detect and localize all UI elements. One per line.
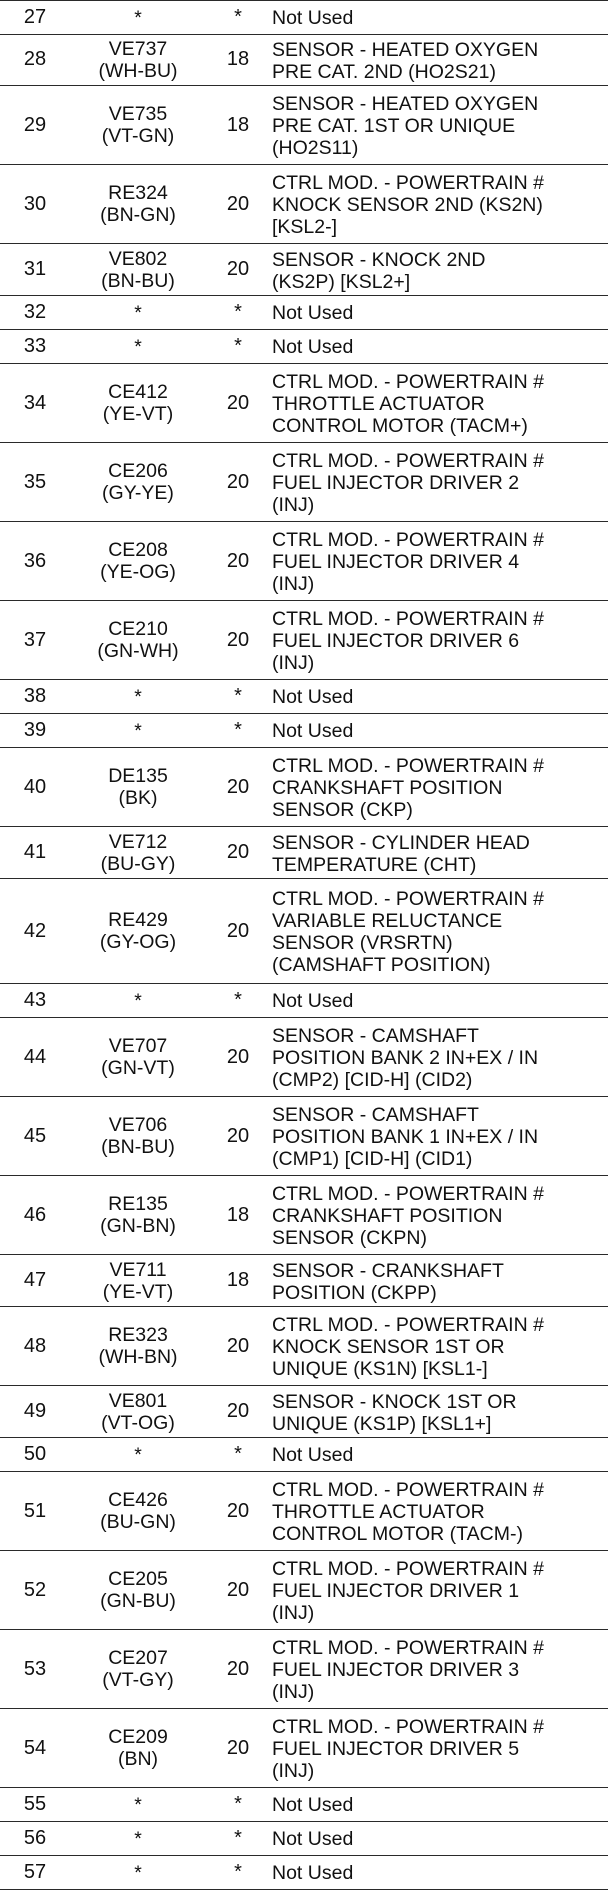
wire-gauge: 20 (226, 919, 250, 942)
pin-number: 53 (23, 1657, 47, 1680)
pin-number: 44 (23, 1045, 47, 1068)
wire-gauge: * (234, 1827, 242, 1849)
circuit-code: VE707 (GN-VT) (101, 1035, 175, 1079)
wire-gauge: 20 (226, 1334, 250, 1357)
table-row (0, 244, 608, 296)
circuit-function: Not Used (272, 1793, 354, 1816)
table-row (0, 1255, 608, 1307)
circuit-code: VE735 (VT-GN) (101, 103, 175, 147)
wire-gauge: * (234, 1443, 242, 1465)
circuit-function: CTRL MOD. - POWERTRAIN # CRANKSHAFT POSITION SENSOR (CKP) (272, 755, 544, 821)
circuit-code: CE209 (BN) (108, 1726, 168, 1770)
circuit-code: * (134, 685, 142, 708)
circuit-code: VE711 (YE-VT) (102, 1258, 174, 1303)
pin-number: 30 (23, 192, 47, 215)
table-row (0, 330, 608, 364)
wire-gauge: 18 (226, 1269, 250, 1291)
circuit-function: Not Used (272, 1861, 354, 1884)
table-row (0, 1018, 608, 1097)
table-row (0, 1822, 608, 1856)
circuit-code: * (134, 6, 142, 29)
table-row (0, 364, 608, 443)
circuit-function: CTRL MOD. - POWERTRAIN # THROTTLE ACTUATOR CONTROL MOTOR (TACM-) (272, 1479, 544, 1545)
pin-number: 49 (23, 1400, 47, 1422)
circuit-function: Not Used (272, 685, 354, 708)
pin-number: 39 (23, 719, 47, 741)
wire-gauge: * (234, 6, 242, 28)
circuit-code: CE207 (VT-GY) (102, 1647, 174, 1691)
circuit-code: CE206 (GY-YE) (102, 460, 174, 504)
circuit-code: * (134, 335, 142, 358)
wire-gauge: 20 (226, 258, 250, 280)
table-row (0, 34, 608, 86)
circuit-code: * (134, 989, 142, 1012)
circuit-code: VE706 (BN-BU) (101, 1114, 175, 1158)
wire-gauge: 20 (226, 1499, 250, 1522)
table-row (0, 1176, 608, 1255)
circuit-code: RE429 (GY-OG) (99, 909, 177, 953)
circuit-function: CTRL MOD. - POWERTRAIN # THROTTLE ACTUATOR CONTROL MOTOR (TACM+) (272, 371, 544, 437)
table-row (0, 1097, 608, 1176)
table-row (0, 984, 608, 1018)
table-row (0, 296, 608, 330)
circuit-function: Not Used (272, 6, 354, 29)
table-row (0, 1856, 608, 1890)
circuit-code: * (134, 301, 142, 324)
pin-number: 35 (23, 470, 47, 493)
pin-number: 27 (23, 6, 47, 28)
pin-number: 43 (23, 989, 47, 1011)
circuit-function: CTRL MOD. - POWERTRAIN # FUEL INJECTOR DRIVER 6 (INJ) (272, 608, 544, 674)
pin-number: 37 (23, 628, 47, 651)
pin-number: 36 (23, 549, 47, 572)
wire-gauge: 20 (226, 192, 250, 215)
pin-number: 51 (23, 1499, 47, 1522)
pin-number: 55 (23, 1793, 47, 1815)
pin-number: 46 (23, 1203, 47, 1226)
table-row (0, 1551, 608, 1630)
pin-number: 38 (23, 685, 47, 707)
circuit-code: VE802 (BN-BU) (101, 247, 175, 292)
circuit-function: SENSOR - CAMSHAFT POSITION BANK 1 IN+EX / IN (CMP1) [CID-H] (CID1) (272, 1104, 539, 1170)
table-row (0, 1709, 608, 1788)
table-row (0, 827, 608, 879)
circuit-function: SENSOR - CYLINDER HEAD TEMPERATURE (CHT) (272, 831, 530, 876)
circuit-function: CTRL MOD. - POWERTRAIN # VARIABLE RELUCTANCE SENSOR (VRSRTN) (CAMSHAFT POSITION) (272, 888, 544, 976)
wire-gauge: 20 (226, 549, 250, 572)
wire-gauge: 20 (226, 775, 250, 798)
pin-number: 28 (23, 48, 47, 70)
circuit-function: Not Used (272, 335, 354, 358)
wire-gauge: 20 (226, 1045, 250, 1068)
circuit-function: Not Used (272, 1827, 354, 1850)
wire-gauge: 18 (226, 1203, 250, 1226)
circuit-function: SENSOR - HEATED OXYGEN PRE CAT. 2ND (HO2S21) (272, 38, 539, 83)
table-row (0, 748, 608, 827)
wire-gauge: 20 (226, 1736, 250, 1759)
wire-gauge: 20 (226, 391, 250, 414)
circuit-code: VE737 (WH-BU) (98, 37, 178, 82)
circuit-code: CE205 (GN-BU) (100, 1568, 176, 1612)
circuit-code: CE412 (YE-VT) (102, 381, 174, 425)
pin-number: 31 (23, 258, 47, 280)
circuit-code: RE324 (BN-GN) (100, 182, 176, 226)
circuit-code: CE208 (YE-OG) (100, 539, 176, 583)
table-row (0, 1788, 608, 1822)
circuit-code: * (134, 719, 142, 742)
table-row (0, 601, 608, 680)
pin-number: 57 (23, 1861, 47, 1883)
circuit-code: * (134, 1443, 142, 1466)
wire-gauge: * (234, 1861, 242, 1883)
circuit-code: CE426 (BU-GN) (100, 1489, 176, 1533)
table-row (0, 1472, 608, 1551)
table-row (0, 443, 608, 522)
pin-number: 33 (23, 335, 47, 357)
pin-number: 34 (23, 391, 47, 414)
pin-number: 50 (23, 1443, 47, 1465)
circuit-function: CTRL MOD. - POWERTRAIN # FUEL INJECTOR DRIVER 3 (INJ) (272, 1637, 544, 1703)
table-row (0, 680, 608, 714)
circuit-function: SENSOR - HEATED OXYGEN PRE CAT. 1ST OR UNIQUE (HO2S11) (272, 93, 539, 159)
pin-number: 29 (23, 113, 47, 136)
wire-gauge: * (234, 335, 242, 357)
pin-number: 52 (23, 1578, 47, 1601)
pin-number: 45 (23, 1124, 47, 1147)
wire-gauge: 18 (226, 113, 250, 136)
table-row (0, 714, 608, 748)
circuit-code: VE712 (BU-GY) (100, 830, 176, 875)
table-row (0, 0, 608, 35)
circuit-code: * (134, 1793, 142, 1816)
circuit-function: SENSOR - CRANKSHAFT POSITION (CKPP) (272, 1259, 504, 1304)
pin-number: 56 (23, 1827, 47, 1849)
wire-gauge: * (234, 719, 242, 741)
circuit-function: CTRL MOD. - POWERTRAIN # FUEL INJECTOR DRIVER 2 (INJ) (272, 450, 544, 516)
table-row (0, 165, 608, 244)
wire-gauge: * (234, 1793, 242, 1815)
table-row (0, 1630, 608, 1709)
wire-gauge: * (234, 989, 242, 1011)
circuit-function: SENSOR - KNOCK 1ST OR UNIQUE (KS1P) [KSL1+] (272, 1390, 517, 1435)
circuit-function: CTRL MOD. - POWERTRAIN # CRANKSHAFT POSITION SENSOR (CKPN) (272, 1183, 544, 1249)
table-row (0, 1386, 608, 1438)
pin-number: 47 (23, 1269, 47, 1291)
wire-gauge: 20 (226, 1400, 250, 1422)
circuit-code: DE135 (BK) (108, 765, 168, 809)
pin-number: 40 (23, 775, 47, 798)
circuit-function: CTRL MOD. - POWERTRAIN # KNOCK SENSOR 2ND (KS2N) [KSL2-] (272, 172, 544, 238)
wire-gauge: 20 (226, 1657, 250, 1680)
circuit-function: SENSOR - CAMSHAFT POSITION BANK 2 IN+EX / IN (CMP2) [CID-H] (CID2) (272, 1025, 539, 1091)
wire-gauge: 20 (226, 841, 250, 863)
wire-gauge: * (234, 301, 242, 323)
circuit-function: Not Used (272, 989, 354, 1012)
pin-number: 48 (23, 1334, 47, 1357)
circuit-function: CTRL MOD. - POWERTRAIN # FUEL INJECTOR DRIVER 4 (INJ) (272, 529, 544, 595)
wire-gauge: 18 (226, 48, 250, 70)
circuit-code: CE210 (GN-WH) (97, 618, 179, 662)
table-row (0, 879, 608, 984)
circuit-code: RE323 (WH-BN) (98, 1324, 178, 1368)
table-row (0, 86, 608, 165)
circuit-code: VE801 (VT-OG) (101, 1389, 175, 1434)
table-row (0, 522, 608, 601)
circuit-function: Not Used (272, 301, 354, 324)
wire-gauge: 20 (226, 470, 250, 493)
pin-number: 42 (23, 919, 47, 942)
circuit-function: CTRL MOD. - POWERTRAIN # FUEL INJECTOR DRIVER 5 (INJ) (272, 1716, 544, 1782)
circuit-function: CTRL MOD. - POWERTRAIN # FUEL INJECTOR DRIVER 1 (INJ) (272, 1558, 544, 1624)
circuit-code: RE135 (GN-BN) (100, 1193, 176, 1237)
pin-number: 41 (23, 841, 47, 863)
circuit-code: * (134, 1827, 142, 1850)
wire-gauge: 20 (226, 1578, 250, 1601)
pin-number: 32 (23, 301, 47, 323)
pin-number: 54 (23, 1736, 47, 1759)
table-row (0, 1438, 608, 1472)
circuit-function: Not Used (272, 1443, 354, 1466)
circuit-function: CTRL MOD. - POWERTRAIN # KNOCK SENSOR 1ST OR UNIQUE (KS1N) [KSL1-] (272, 1314, 544, 1380)
wire-gauge: * (234, 685, 242, 707)
wire-gauge: 20 (226, 1124, 250, 1147)
circuit-function: SENSOR - KNOCK 2ND (KS2P) [KSL2+] (272, 248, 486, 293)
table-row (0, 1307, 608, 1386)
wire-gauge: 20 (226, 628, 250, 651)
circuit-function: Not Used (272, 719, 354, 742)
circuit-code: * (134, 1861, 142, 1884)
